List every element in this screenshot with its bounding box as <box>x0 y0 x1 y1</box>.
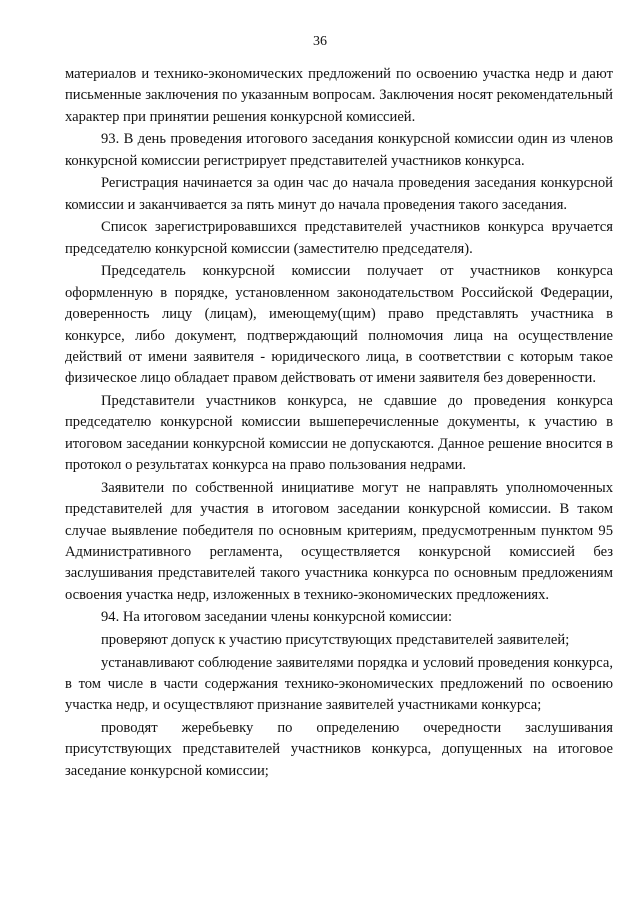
paragraph-continuation: материалов и технико-экономических предложений по освоению участка недр и дают письменные заключения по указанным вопросам. Заключения носят рекомендательный характер при принятии решения конкурсной комиссией. <box>65 66 613 125</box>
list-item-check-admission: проверяют допуск к участию присутствующих представителей заявителей; <box>101 632 570 649</box>
document-body <box>65 64 613 783</box>
page-number: 36 <box>313 34 327 49</box>
paragraph-94-intro: 94. На итоговом заседании члены конкурсной комиссии: <box>101 609 453 626</box>
paragraph-registered-list: Список зарегистрировавшихся представителей участников конкурса вручается председателю конкурсной комиссии (заместителю председателя). <box>65 219 613 257</box>
paragraph-power-of-attorney: Председатель конкурсной комиссии получает от участников конкурса оформленную в порядке, установленном законодательством Российской Федерации, доверенность лицу (лицам), имеющему(щим) право представлять участника в конкурсе, либо документ, подтверждающий полномочия лица на осуществление действий от имени заявителя - юридического лица, в соответствии с которым такое физическое лицо обладает правом действовать от имени заявителя без доверенности. <box>65 263 613 387</box>
paragraph-registration-time: Регистрация начинается за один час до начала проведения заседания конкурсной комиссии и заканчивается за пять минут до начала проведения такого заседания. <box>65 175 613 213</box>
paragraph-own-initiative: Заявители по собственной инициативе могут не направлять уполномоченных представителей для участия в итоговом заседании конкурсной комиссии. В таком случае выявление победителя по основным критериям, предусмотренным пунктом 95 Административного регламента, осуществляется конкурсной комиссией без заслушивания представителей такого участника конкурса по основным предложениям освоения участка недр, изложенных в технико-экономических предложениях. <box>65 479 613 603</box>
paragraph-not-admitted: Представители участников конкурса, не сдавшие до проведения конкурса председателю конкурсной комиссии вышеперечисленные документы, к участию в итоговом заседании конкурсной комиссии не допускаются. Данное решение вносится в протокол о результатах конкурса на право пользования недрами. <box>65 393 613 474</box>
list-item-draw-lots: проводят жеребьевку по определению очередности заслушивания присутствующих представителей участников конкурса, допущенных на итоговое заседание конкурсной комиссии; <box>65 720 613 779</box>
list-item-establish-compliance: устанавливают соблюдение заявителями порядка и условий проведения конкурса, в том числе в части содержания технико-экономических предложений по освоению участка недр, и осуществляют признание заявителей участниками конкурса; <box>65 654 613 714</box>
paragraph-93-registration: 93. В день проведения итогового заседания конкурсной комиссии один из членов конкурсной комиссии регистрирует представителей участников конкурса. <box>65 131 613 169</box>
